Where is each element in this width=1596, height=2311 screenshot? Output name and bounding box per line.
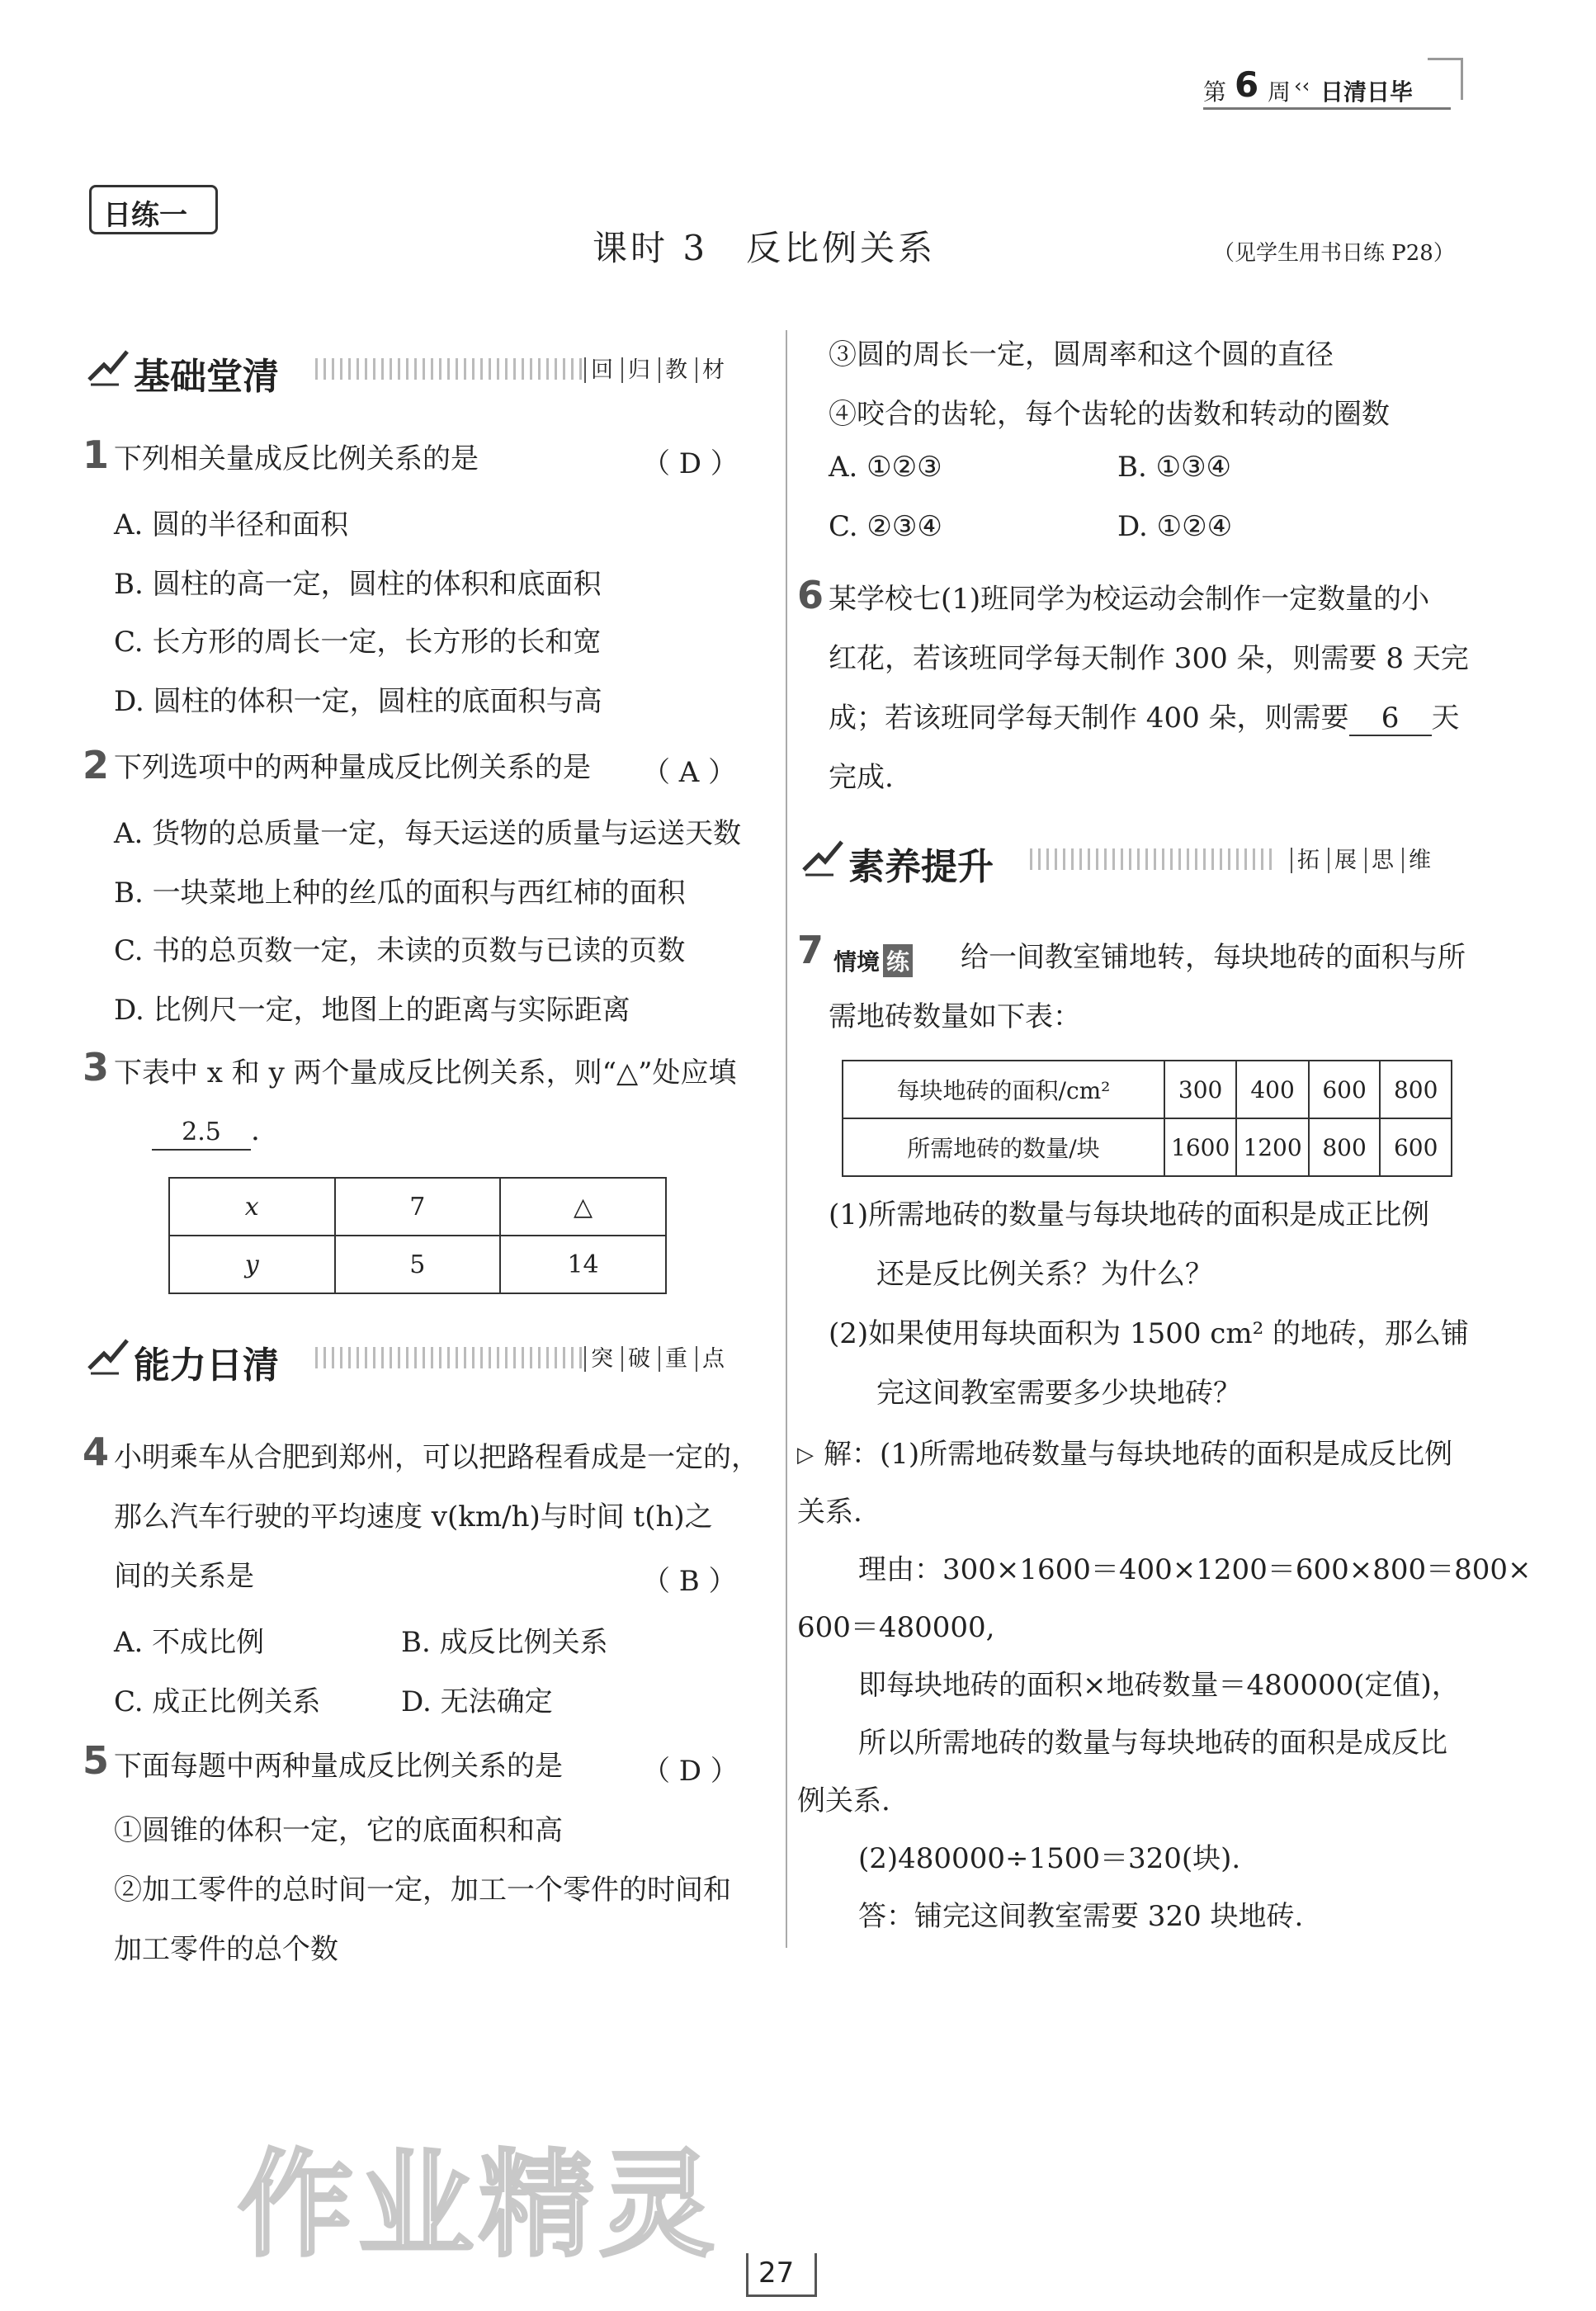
daily-practice-badge: 日练一 [89, 185, 218, 234]
section-basic: 基础堂清 回 归 教 材 [86, 343, 751, 393]
table-cell: △ [500, 1178, 666, 1236]
option: A. ①②③ [829, 451, 942, 484]
option: C. 成正比例关系 [114, 1685, 321, 1718]
question-number: 2 [83, 743, 110, 787]
column-divider [786, 330, 787, 1948]
fill-blank: 2.5 . [152, 1114, 260, 1151]
solution-line: (2)480000÷1500＝320(块). [858, 1842, 1241, 1875]
pen-icon [86, 347, 132, 388]
question-stem-line: 红花，若该班同学每天制作 300 朵，则需要 8 天完 [829, 642, 1469, 675]
question-stem-line: 给一间教室铺地转，每块地砖的面积与所 [961, 941, 1466, 974]
table-cell: 800 [1380, 1061, 1452, 1118]
table-cell: 1600 [1164, 1118, 1236, 1176]
table-cell: 800 [1309, 1118, 1381, 1176]
table-cell: 14 [500, 1236, 666, 1293]
sub-question: 还是反比例关系？为什么？ [876, 1258, 1213, 1291]
solution-line: 即每块地砖的面积×地砖数量＝480000(定值)， [858, 1669, 1460, 1702]
pen-icon [800, 837, 847, 878]
option: D. ①②④ [1117, 510, 1233, 543]
table-cell: 1200 [1236, 1118, 1308, 1176]
option: A. 货物的总质量一定，每天运送的质量与运送天数 [114, 817, 742, 850]
week-prefix: 第 [1203, 78, 1227, 106]
question-stem: 下表中 x 和 y 两个量成反比例关系，则“△”处应填 [114, 1056, 737, 1089]
question-stem-line: 间的关系是 [114, 1560, 254, 1593]
question-number: 4 [83, 1430, 110, 1474]
option: B. 一块菜地上种的丝瓜的面积与西红柿的面积 [114, 877, 686, 910]
question-stem: 下列选项中的两种量成反比例关系的是 [114, 751, 591, 784]
statement: ③圆的周长一定，圆周率和这个圆的直径 [829, 338, 1334, 371]
question-stem: 下列相关量成反比例关系的是 [114, 442, 479, 475]
textbook-reference: （见学生用书日练 P28） [1213, 241, 1455, 266]
section-ability: 能力日清 突 破 重 点 [86, 1332, 751, 1382]
option: D. 无法确定 [401, 1685, 553, 1718]
solution-line: 例关系. [797, 1784, 890, 1817]
header-corner-bracket [1428, 58, 1463, 100]
blank-answer: 2.5 [152, 1116, 251, 1151]
solution-line: 关系. [797, 1496, 862, 1529]
tile-table [842, 1060, 1452, 1177]
option: A. 圆的半径和面积 [114, 508, 349, 541]
solution-line: 600＝480000, [797, 1611, 995, 1644]
question-stem-line: 完成. [829, 761, 894, 794]
brand-label: 日清日毕 [1320, 78, 1414, 106]
header-underline [1203, 107, 1451, 110]
question-number: 7 [797, 928, 824, 972]
section-tag: 突 破 重 点 [581, 1340, 730, 1373]
section-tag: 拓 展 思 维 [1287, 842, 1436, 874]
table-cell: 300 [1164, 1061, 1236, 1118]
table-cell: 每块地砖的面积/cm² [843, 1061, 1164, 1118]
solution-line: 所以所需地砖的数量与每块地砖的面积是成反比 [858, 1727, 1447, 1760]
lesson-title: 课时 3 反比例关系 [593, 228, 937, 268]
answer-bracket: （ D ） [642, 447, 739, 480]
blank-answer: 6 [1349, 702, 1432, 736]
option: B. 圆柱的高一定，圆柱的体积和底面积 [114, 568, 602, 601]
pen-icon [86, 1335, 132, 1377]
statement: ①圆锥的体积一定，它的底面积和高 [114, 1814, 563, 1847]
table-cell: 所需地砖的数量/块 [843, 1118, 1164, 1176]
statement: 加工零件的总个数 [114, 1933, 338, 1966]
table-cell: 5 [335, 1236, 501, 1293]
answer-bracket: （ A ） [642, 756, 737, 789]
section-literacy: 素养提升 拓 展 思 维 [800, 834, 1466, 883]
statement: ④咬合的齿轮，每个齿轮的齿数和转动的圈数 [829, 398, 1390, 431]
solution-arrow-icon: ▷ [797, 1443, 814, 1467]
table-cell: x [169, 1178, 335, 1236]
question-number: 5 [83, 1738, 110, 1783]
option: B. ①③④ [1117, 451, 1232, 484]
table-cell: 600 [1309, 1061, 1381, 1118]
question-number: 1 [83, 432, 110, 477]
week-header [1203, 64, 1459, 106]
question-stem-line: 那么汽车行驶的平均速度 v(km/h)与时间 t(h)之 [114, 1500, 713, 1534]
solution-line: 答：铺完这间教室需要 320 块地砖. [858, 1900, 1304, 1933]
watermark: 作业精灵 [238, 2139, 720, 2273]
option: D. 比例尺一定，地图上的距离与实际距离 [114, 994, 630, 1027]
xy-table [168, 1177, 667, 1294]
sub-question: (2)如果使用每块面积为 1500 cm² 的地砖，那么铺 [829, 1317, 1470, 1350]
question-stem-line: 成；若该班同学每天制作 400 朵，则需要 6 天 [829, 702, 1460, 735]
table-cell: y [169, 1236, 335, 1293]
question-stem-line: 需地砖数量如下表： [829, 1000, 1081, 1033]
option: C. 书的总页数一定，未读的页数与已读的页数 [114, 934, 686, 967]
option: C. ②③④ [829, 510, 942, 543]
answer-bracket: （ D ） [642, 1755, 739, 1788]
option: C. 长方形的周长一定，长方形的长和宽 [114, 626, 602, 659]
question-number: 6 [797, 573, 824, 617]
week-number: 6 [1235, 64, 1259, 105]
question-number: 3 [83, 1045, 110, 1089]
option: B. 成反比例关系 [401, 1626, 608, 1659]
question-stem-line: 小明乘车从合肥到郑州，可以把路程看成是一定的， [114, 1441, 759, 1474]
sub-question: (1)所需地砖的数量与每块地砖的面积是成正比例 [829, 1198, 1430, 1231]
scenario-badge: 情境 练 [833, 944, 913, 977]
table-cell: 7 [335, 1178, 501, 1236]
option: A. 不成比例 [114, 1626, 265, 1659]
week-suffix: 周 [1268, 78, 1291, 106]
table-cell: 400 [1236, 1061, 1308, 1118]
page-number: 27 [746, 2253, 817, 2297]
option: D. 圆柱的体积一定，圆柱的底面积与高 [114, 685, 602, 718]
statement: ②加工零件的总时间一定，加工一个零件的时间和 [114, 1874, 731, 1907]
solution-line: 理由：300×1600＝400×1200＝600×800＝800× [858, 1553, 1532, 1586]
chevron-left-icon: ‹‹ [1294, 74, 1310, 97]
sub-question: 完这间教室需要多少块地砖？ [876, 1377, 1241, 1410]
section-tag: 回 归 教 材 [581, 352, 730, 384]
question-stem: 下面每题中两种量成反比例关系的是 [114, 1750, 563, 1783]
answer-bracket: （ B ） [642, 1565, 737, 1598]
question-stem-line: 某学校七(1)班同学为校运动会制作一定数量的小 [829, 583, 1430, 616]
solution-line: 解：(1)所需地砖数量与每块地砖的面积是成反比例 [824, 1438, 1453, 1471]
table-cell: 600 [1380, 1118, 1452, 1176]
